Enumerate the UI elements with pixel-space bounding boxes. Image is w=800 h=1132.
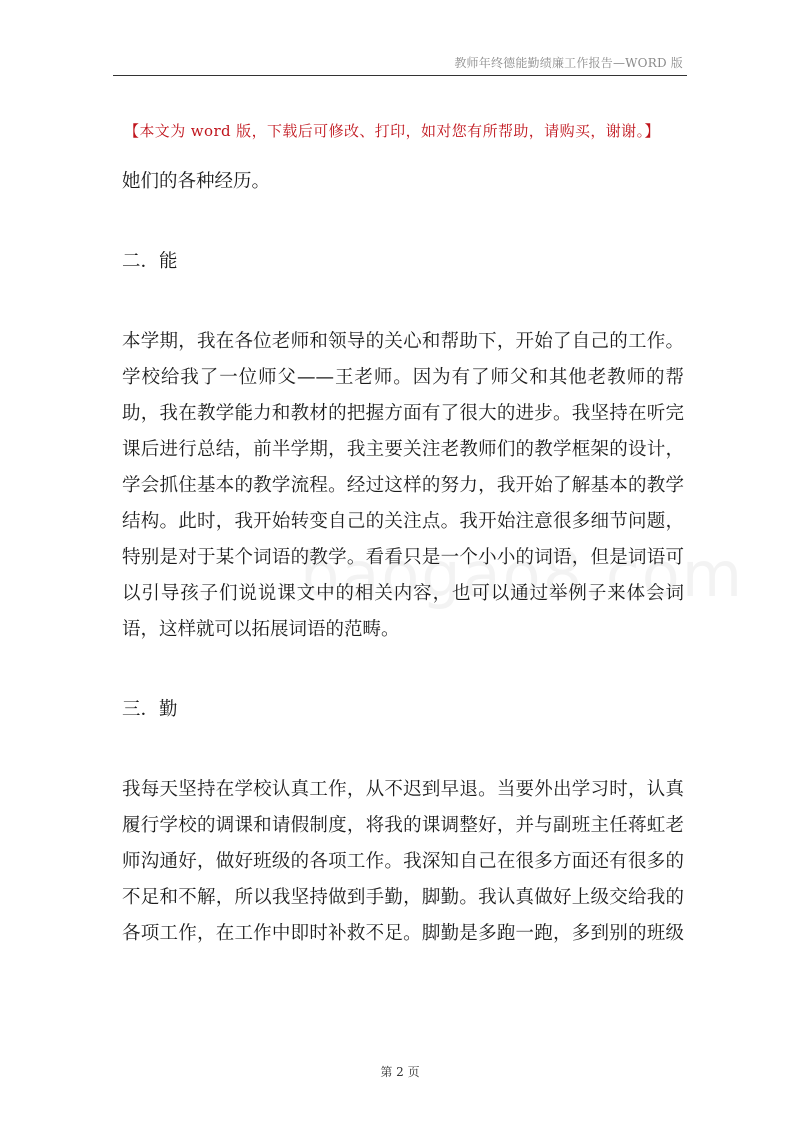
- text-line: 结构。此时，我开始转变自己的关注点。我开始注意很多细节问题，: [122, 511, 684, 532]
- paragraph-gap: [122, 280, 684, 324]
- text-line: 以引导孩子们说说课文中的相关内容，也可以通过举例子来体会词: [122, 583, 684, 604]
- section-heading-ability: 二．能: [122, 251, 178, 272]
- text-line: 她们的各种经历。: [122, 171, 271, 192]
- page-number: 第 2 页: [380, 1065, 420, 1079]
- text-line: 学会抓住基本的教学流程。经过这样的努力，我开始了解基本的教学: [122, 475, 684, 496]
- paragraph-intro: [122, 164, 684, 200]
- purchase-notice: 【本文为 word 版，下载后可修改、打印，如对您有所帮助，请购买，谢谢。】: [124, 122, 660, 140]
- paragraph-gap: [122, 200, 684, 244]
- text-line: 各项工作，在工作中即时补救不足。脚勤是多跑一跑，多到别的班级: [122, 923, 684, 944]
- text-line: 课后进行总结，前半学期，我主要关注老教师们的教学框架的设计，: [122, 439, 684, 460]
- text-line: 履行学校的调课和请假制度，将我的课调整好，并与副班主任蒋虹老: [122, 815, 684, 836]
- header-title: 教师年终德能勤绩廉工作报告—WORD 版: [454, 56, 683, 70]
- text-line: 本学期，我在各位老师和领导的关心和帮助下，开始了自己的工作。: [122, 331, 684, 352]
- paragraph-diligence: [122, 772, 684, 952]
- section-heading-diligence: 三．勤: [122, 699, 178, 720]
- text-line: 语，这样就可以拓展词语的范畴。: [122, 619, 400, 640]
- text-line: 学校给我了一位师父——王老师。因为有了师父和其他老教师的帮: [122, 367, 684, 388]
- text-line: 我每天坚持在学校认真工作，从不迟到早退。当要外出学习时，认真: [122, 779, 684, 800]
- paragraph-ability: [122, 324, 684, 648]
- paragraph-gap: [122, 648, 684, 692]
- text-line: 师沟通好，做好班级的各项工作。我深知自己在很多方面还有很多的: [122, 851, 684, 872]
- text-line: 助，我在教学能力和教材的把握方面有了很大的进步。我坚持在听完: [122, 403, 684, 424]
- paragraph-gap: [122, 728, 684, 772]
- document-body: [122, 164, 684, 952]
- text-line: 特别是对于某个词语的教学。看看只是一个小小的词语，但是词语可: [122, 547, 684, 568]
- text-line: 不足和不解，所以我坚持做到手勤，脚勤。我认真做好上级交给我的: [122, 887, 684, 908]
- header-divider: [113, 75, 687, 76]
